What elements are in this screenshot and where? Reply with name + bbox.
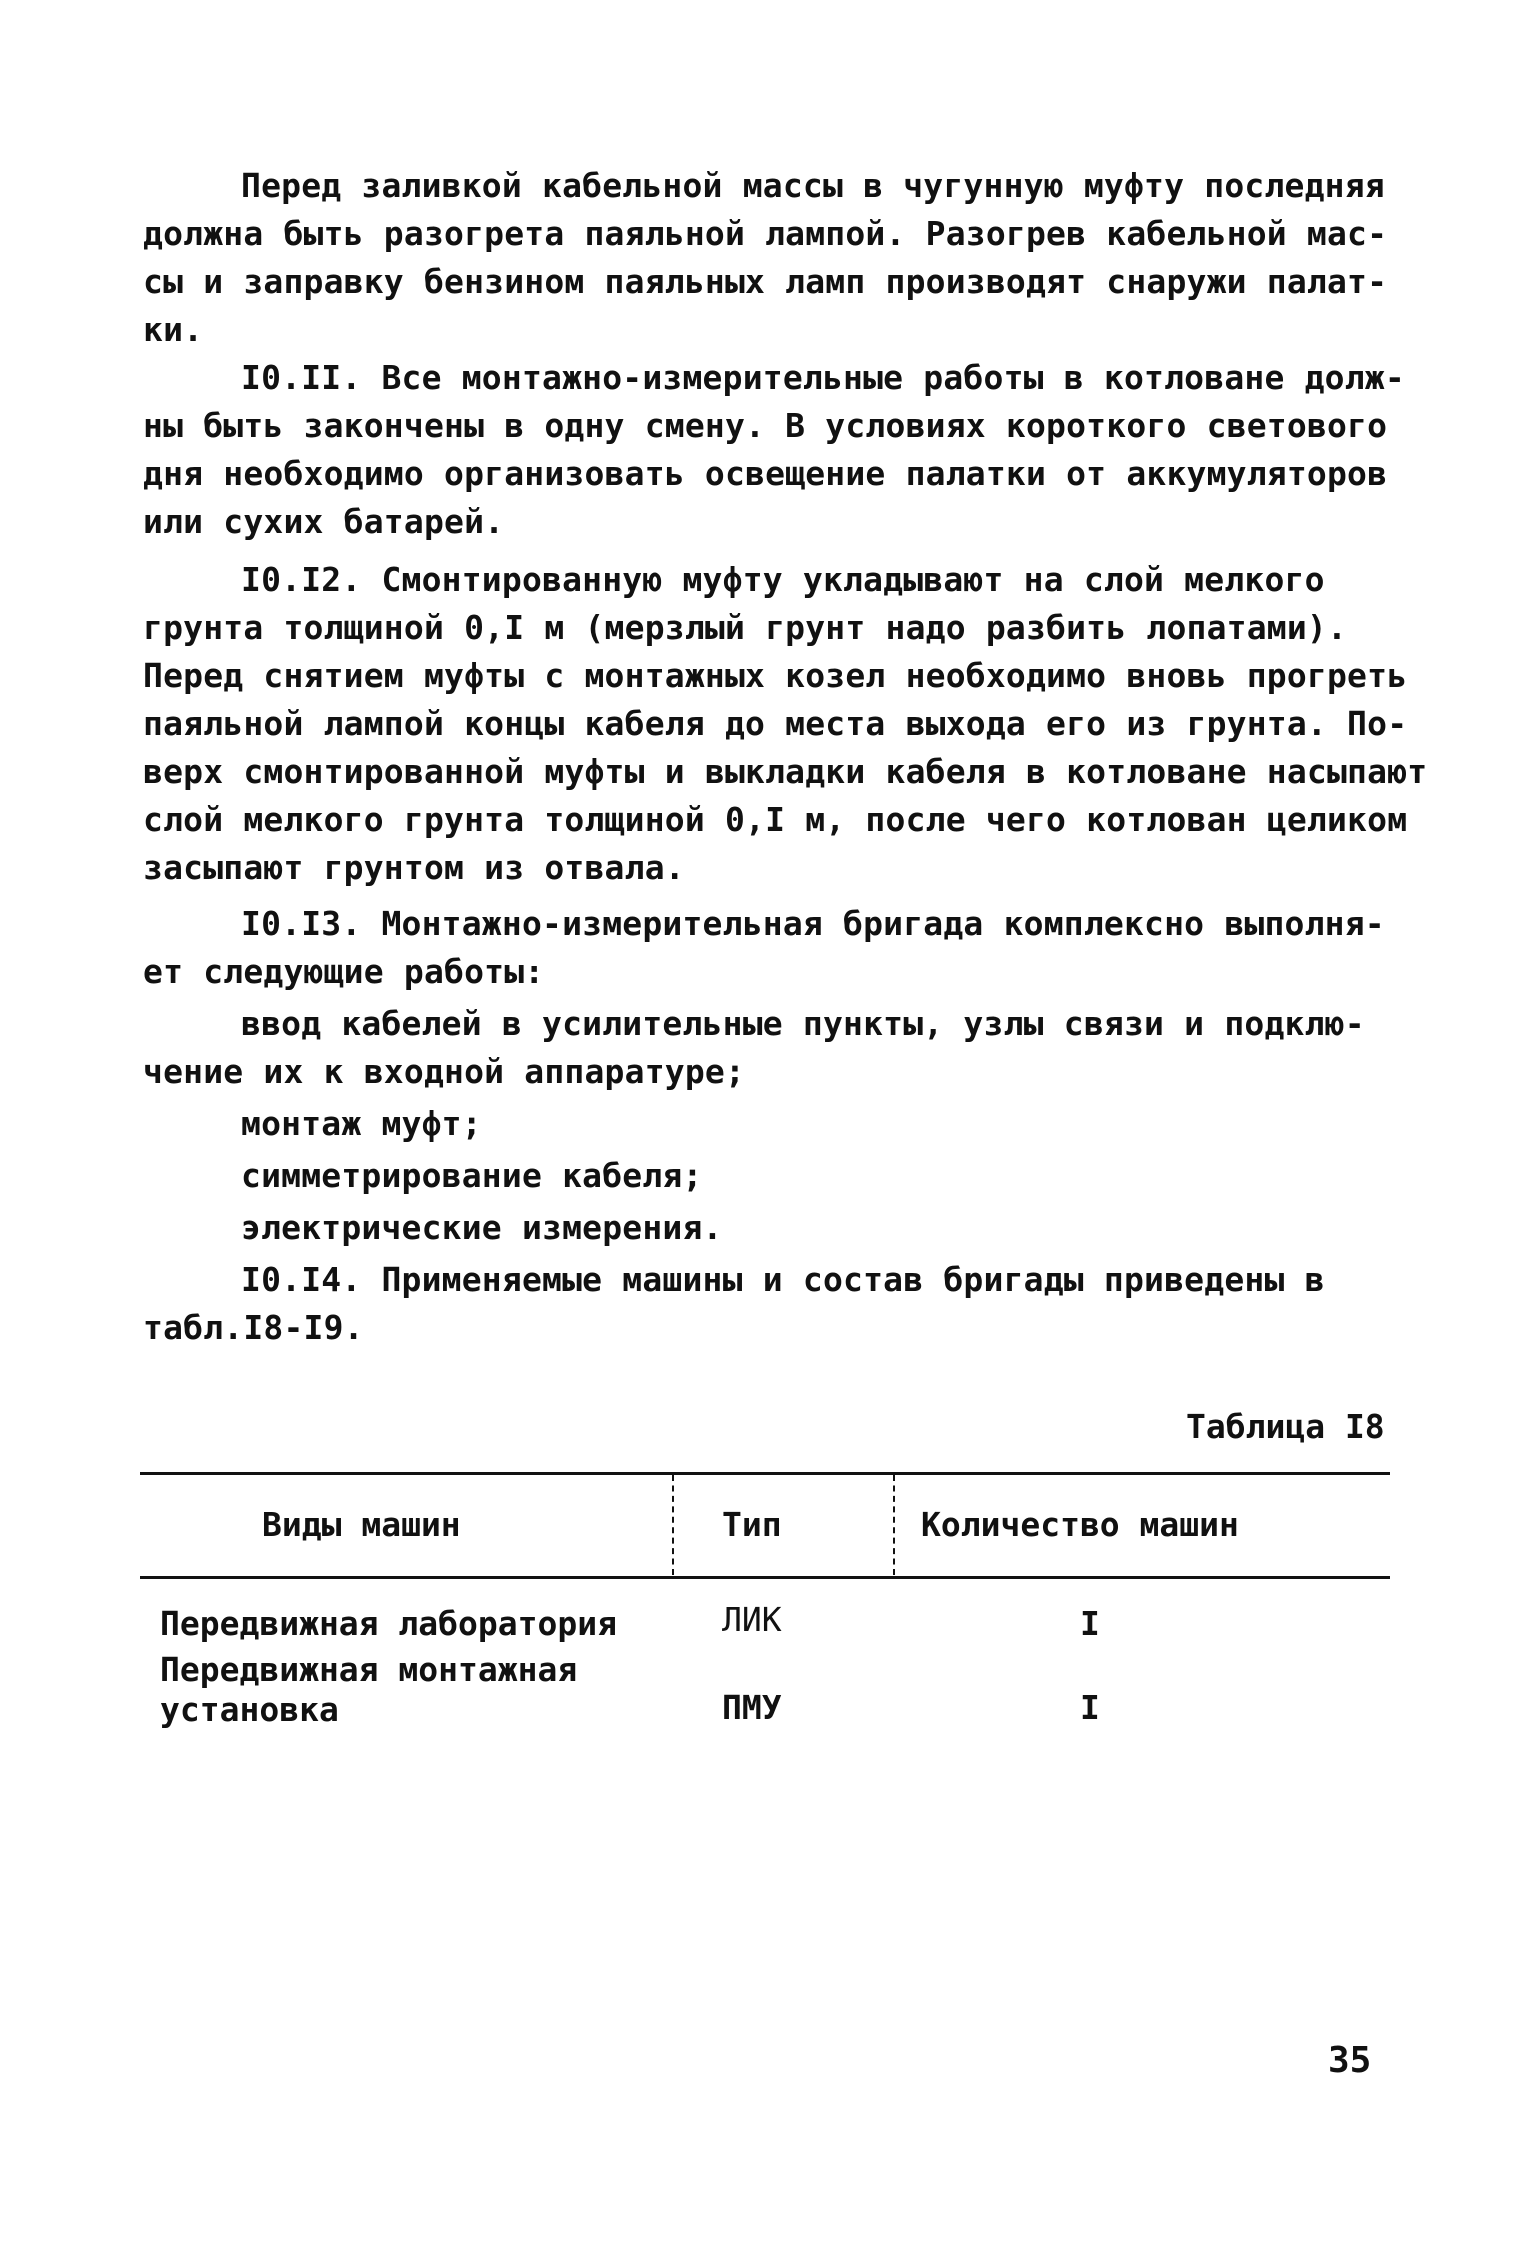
table-row-kind: Передвижная монтажная установка <box>160 1650 578 1729</box>
text-line: ет следующие работы: <box>143 952 545 991</box>
text-line: ны быть закончены в одну смену. В условиях короткого светового <box>143 406 1388 445</box>
table-header-type: Тип <box>722 1505 782 1544</box>
text-line: ввод кабелей в усилительные пункты, узлы связи и подклю- <box>241 1004 1365 1043</box>
table-caption: Таблица I8 <box>1186 1407 1385 1446</box>
text-line: засыпают грунтом из отвала. <box>143 848 685 887</box>
text-line: монтаж муфт; <box>241 1104 482 1143</box>
text-line: сы и заправку бензином паяльных ламп производят снаружи палат- <box>143 262 1388 301</box>
text-line: верх смонтированной муфты и выкладки кабеля в котловане насыпают <box>143 752 1428 791</box>
text-line: симметрирование кабеля; <box>241 1156 703 1195</box>
text-line: I0.I4. Применяемые машины и состав бригады приведены в <box>241 1260 1325 1299</box>
text-line: паяльной лампой концы кабеля до места выхода его из грунта. По- <box>143 704 1408 743</box>
text-line: табл.I8-I9. <box>143 1308 364 1347</box>
text-line: Перед снятием муфты с монтажных козел необходимо вновь прогреть <box>143 656 1408 695</box>
text-line: чение их к входной аппаратуре; <box>143 1052 746 1091</box>
column-separator <box>893 1475 895 1575</box>
table-header-kind: Виды машин <box>262 1505 461 1544</box>
column-separator <box>672 1475 674 1575</box>
table-header-rule <box>140 1576 1390 1579</box>
text-line: или сухих батарей. <box>143 502 505 541</box>
table-row-count: I <box>1080 1688 1100 1727</box>
page-number: 35 <box>1328 2040 1372 2081</box>
table-row-type: ПМУ <box>722 1688 782 1727</box>
text-line: I0.II. Все монтажно-измерительные работы в котловане долж- <box>241 358 1405 397</box>
table-row-kind: Передвижная лаборатория <box>160 1604 617 1643</box>
table-top-rule <box>140 1472 1390 1475</box>
text-line: ки. <box>143 310 204 349</box>
table-row-count: I <box>1080 1604 1100 1643</box>
text-line: слой мелкого грунта толщиной 0,I м, после чего котлован целиком <box>143 800 1408 839</box>
text-line: электрические измерения. <box>241 1208 723 1247</box>
table-header-count: Количество машин <box>921 1505 1239 1544</box>
text-line: I0.I2. Смонтированную муфту укладывают на слой мелкого <box>241 560 1325 599</box>
text-line: Перед заливкой кабельной массы в чугунную муфту последняя <box>241 166 1385 205</box>
text-line: I0.I3. Монтажно-измерительная бригада комплексно выполня- <box>241 904 1385 943</box>
text-line: дня необходимо организовать освещение палатки от аккумуляторов <box>143 454 1388 493</box>
table-row-type: ЛИК <box>722 1600 782 1639</box>
text-line: должна быть разогрета паяльной лампой. Разогрев кабельной мас- <box>143 214 1388 253</box>
text-line: грунта толщиной 0,I м (мерзлый грунт надо разбить лопатами). <box>143 608 1348 647</box>
